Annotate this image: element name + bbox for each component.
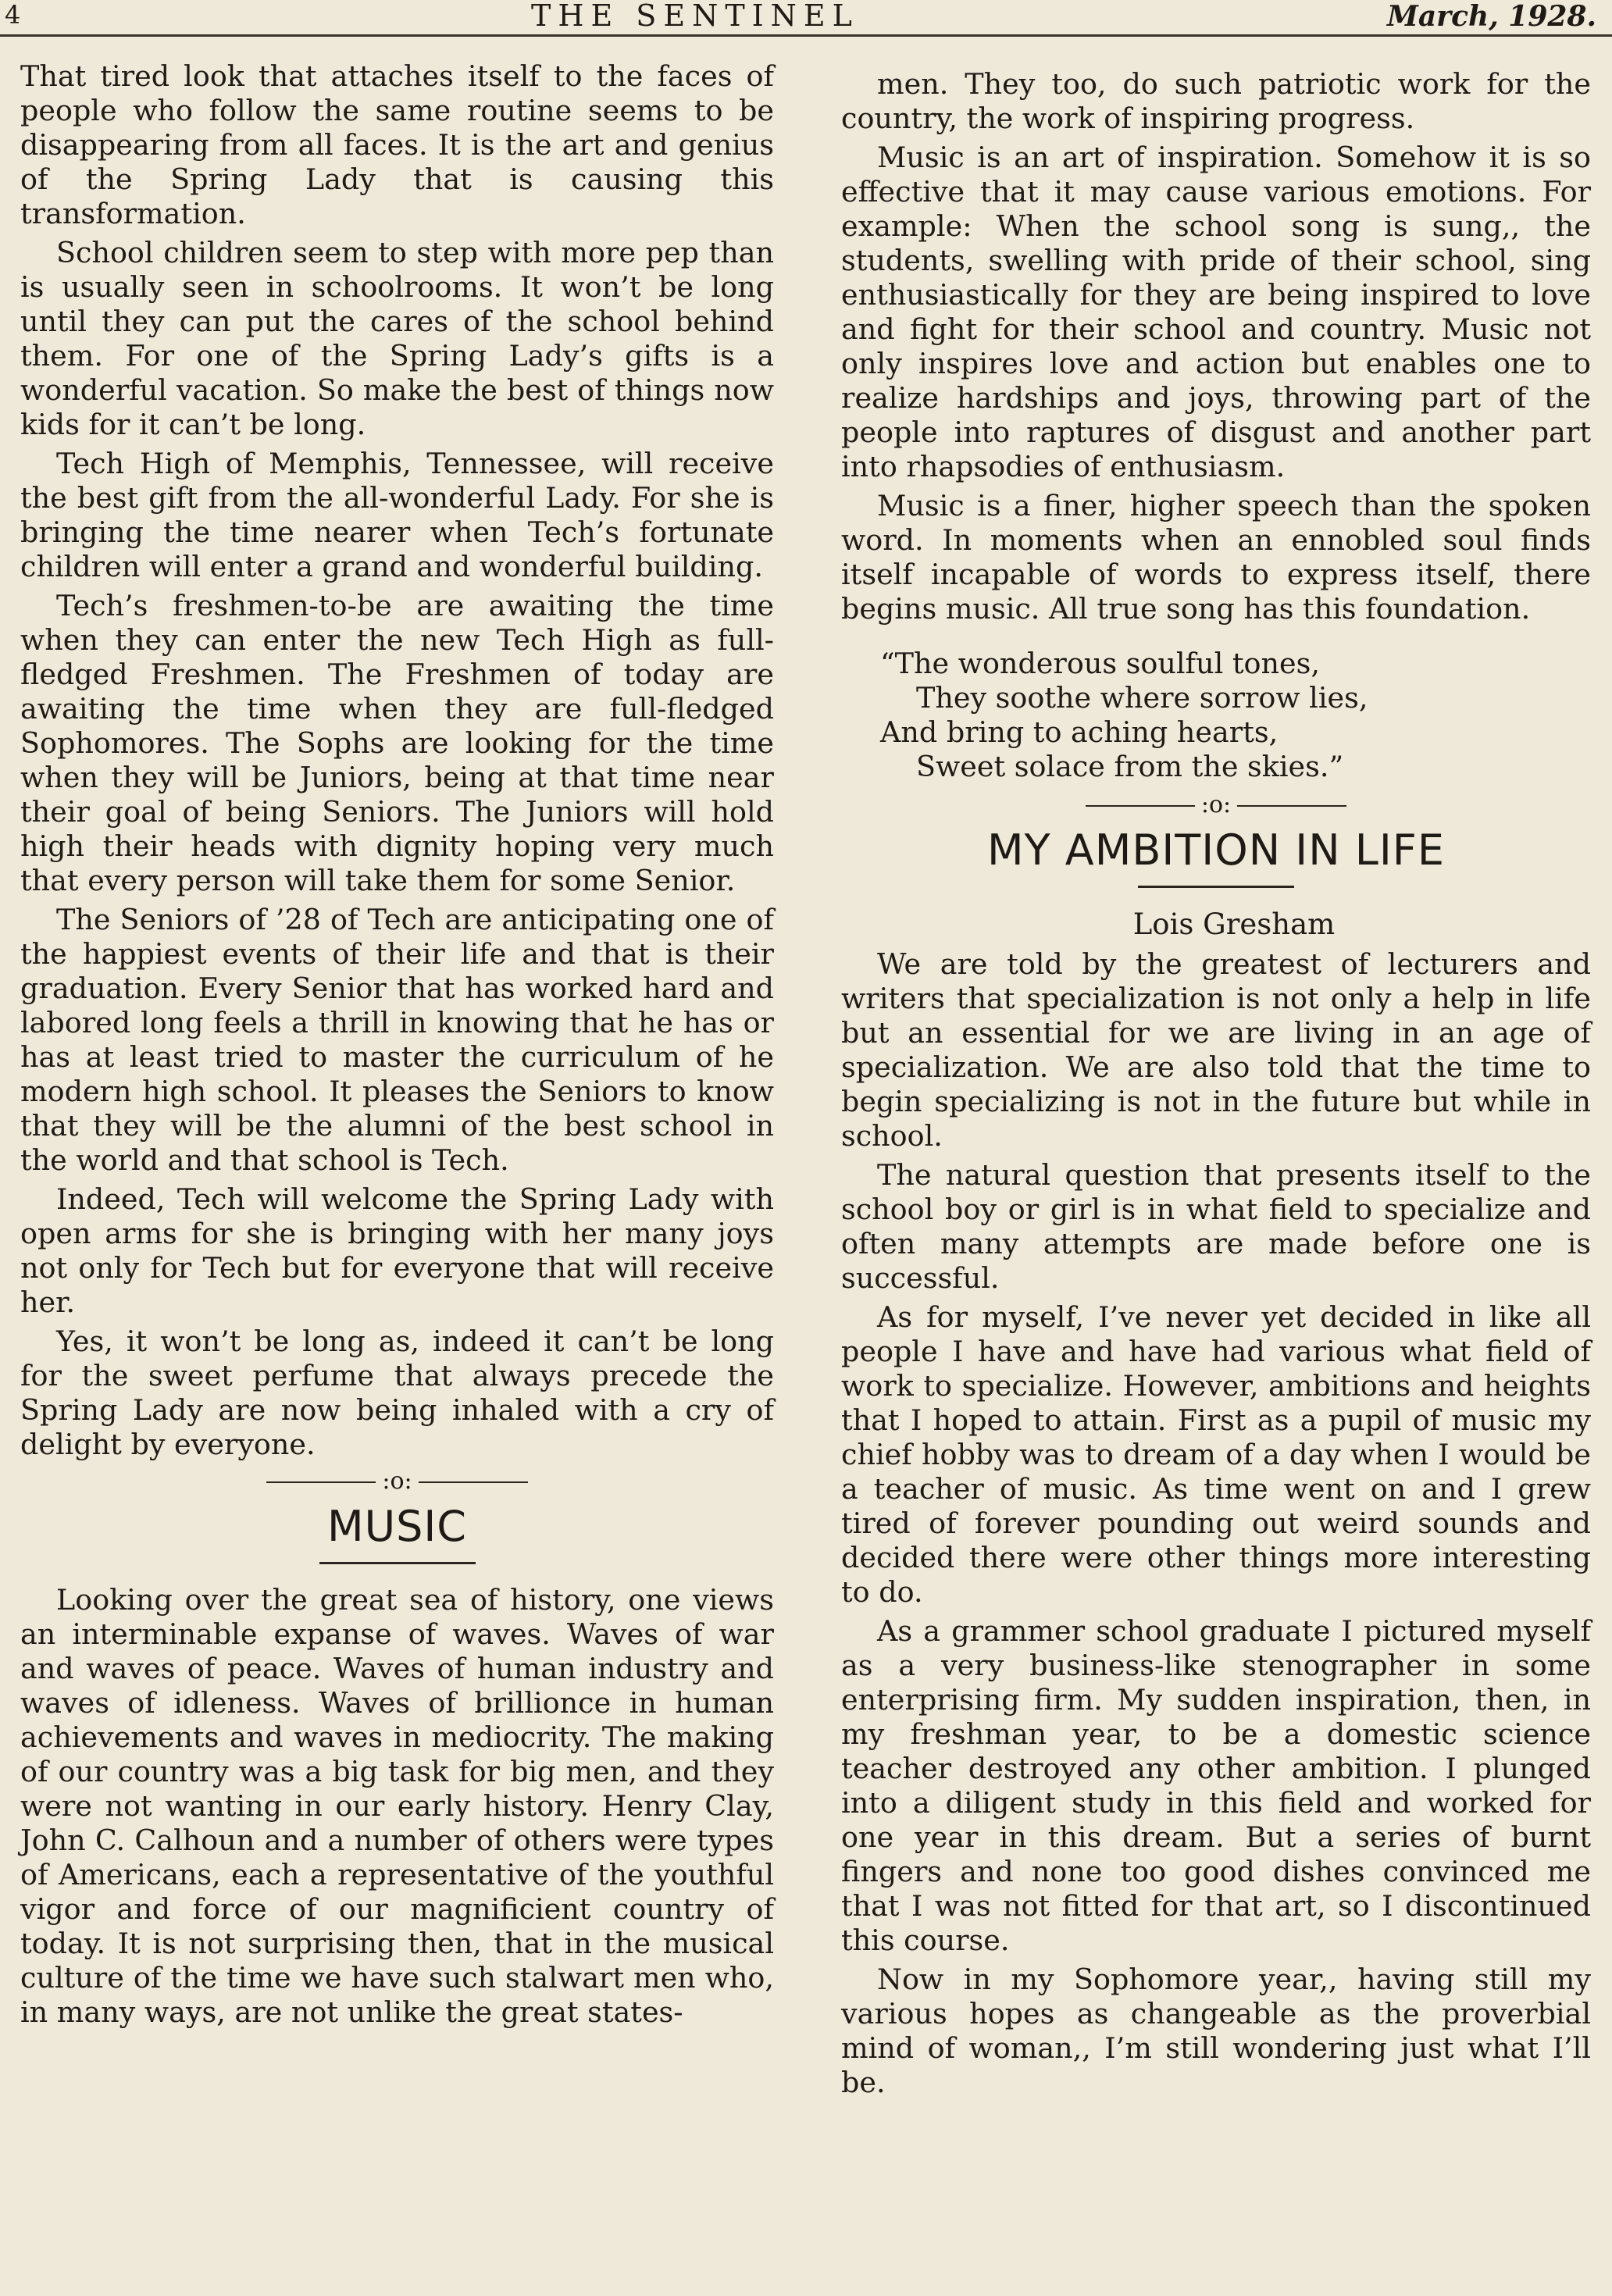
separator-mark: :o: — [382, 1467, 412, 1495]
publication-title: THE SENTINEL — [531, 0, 859, 33]
paragraph: Tech High of Memphis, Tennessee, will receive the best gift from the all-wonderful Lady. For she is bringing the time nearer when Tech’s fortunate children will enter a grand and wonderful building. — [20, 447, 774, 583]
right-column — [841, 67, 1591, 2105]
poem — [880, 647, 1591, 784]
issue-date: March, 1928. — [1386, 0, 1596, 33]
section-separator — [841, 790, 1591, 820]
paragraph: The natural question that presents itself to the school boy or girl is in what field to specialize and often many attempts are made before one is successful. — [841, 1158, 1591, 1295]
author-byline: Lois Gresham — [1132, 907, 1336, 941]
header-rule — [0, 34, 1612, 37]
paragraph: Now in my Sophomore year,, having still my various hopes as changeable as the proverbial mind of woman,, I’m still wondering just what I’ll be. — [841, 1963, 1591, 2099]
page-number: 4 — [5, 0, 21, 30]
heading-rule — [1138, 886, 1294, 888]
heading-rule — [319, 1562, 476, 1564]
paragraph: Yes, it won’t be long as, indeed it can’t be long for the sweet perfume that always precede the Spring Lady are now being inhaled with a cry of delight by everyone. — [20, 1324, 774, 1461]
paragraph: School children seem to step with more pep than is usually seen in schoolrooms. It won’t be long until they can put the cares of the school behind them. For one of the Spring Lady’s gifts is a wonderful vacation. So make the best of things now kids for it can’t be long. — [20, 236, 774, 441]
paragraph: We are told by the greatest of lecturers and writers that specialization is not only a help in life but an essential for we are living in an age of specialization. We are also told that the time to begin specializing is not in the future but while in school. — [841, 947, 1591, 1153]
paragraph: As for myself, I’ve never yet decided in like all people I have and have had various what field of work to specialize. However, ambitions and heights that I hoped to attain. First as a pupil of music my chief hobby was to dream of a day when I would be a teacher of music. As time went on and I grew tired of forever pounding out weird sounds and decided there were other things more interesting to do. — [841, 1300, 1591, 1609]
paragraph: Music is an art of inspiration. Somehow it is so effective that it may cause various emotions. For example: When the school song is sung,, the students, swelling with pride of their school, sing enthusiastically for they are being inspired to love and fight for their school and country. Music not only inspires love and action but enables one to realize hardships and joys, throwing part of the people into raptures of disgust and another part into rhapsodies of enthusiasm. — [841, 141, 1591, 483]
paragraph: As a grammer school graduate I pictured myself as a very business-like stenographer in some enterprising firm. My sudden inspiration, then, in my freshman year, to be a domestic science teacher destroyed any other ambition. I plunged into a diligent study in this field and worked for one year in this dream. But a series of burnt fingers and none too good dishes convinced me that I was not fitted for that art, so I discontinued this course. — [841, 1614, 1591, 1957]
music-heading: MUSIC — [326, 1502, 468, 1551]
paragraph: The Seniors of ’28 of Tech are anticipating one of the happiest events of their life and that is their graduation. Every Senior that has worked hard and labored long feels a thrill in knowing that he has or has at least tried to master the curriculum of he modern high school. It pleases the Seniors to know that they will be the alumni of the best school in the world and that school is Tech. — [20, 903, 774, 1177]
section-separator — [20, 1467, 774, 1496]
page-header — [0, 0, 1612, 39]
poem-line: And bring to aching hearts, — [880, 715, 1279, 749]
poem-line: Sweet solace from the skies.” — [916, 750, 1344, 783]
paragraph: Indeed, Tech will welcome the Spring Lady with open arms for she is bringing with her many joys not only for Tech but for everyone that will receive her. — [20, 1182, 774, 1319]
poem-line: “The wonderous soulful tones, — [880, 647, 1320, 680]
ambition-heading: MY AMBITION IN LIFE — [987, 825, 1445, 875]
paragraph: men. They too, do such patriotic work for the country, the work of inspiring progress. — [841, 67, 1591, 135]
separator-mark: :o: — [1200, 791, 1232, 818]
paragraph: Looking over the great sea of history, one views an interminable expanse of waves. Waves of war and waves of peace. Waves of human industry and waves of idleness. Waves of brillionce in human achievements and waves in mediocrity. The making of our country was a big task for big men, and they were not wanting in our early history. Henry Clay, John C. Calhoun and a number of others were types of Americans, each a representative of the youthful vigor and force of our magnificient country of today. It is not surprising then, that in the musical culture of the time we have such stalwart men who, in many ways, are not unlike the great states- — [20, 1583, 774, 2029]
paragraph: Music is a finer, higher speech than the spoken word. In moments when an ennobled soul finds itself incapable of words to express itself, there begins music. All true song has this foundation. — [841, 489, 1591, 626]
paragraph: That tired look that attaches itself to the faces of people who follow the same routine seems to be disappearing from all faces. It is the art and genius of the Spring Lady that is causing this transformation. — [20, 59, 774, 230]
poem-line: They soothe where sorrow lies, — [916, 681, 1368, 715]
left-column — [20, 59, 774, 2034]
paragraph: Tech’s freshmen-to-be are awaiting the time when they can enter the new Tech High as full-fledged Freshmen. The Freshmen of today are awaiting the time when they are full-fledged Sophomores. The Sophs are looking for the time when they will be Juniors, being at that time near their goal of being Seniors. The Juniors will hold high their heads with dignity hoping very much that every person will take them for some Senior. — [20, 589, 774, 897]
